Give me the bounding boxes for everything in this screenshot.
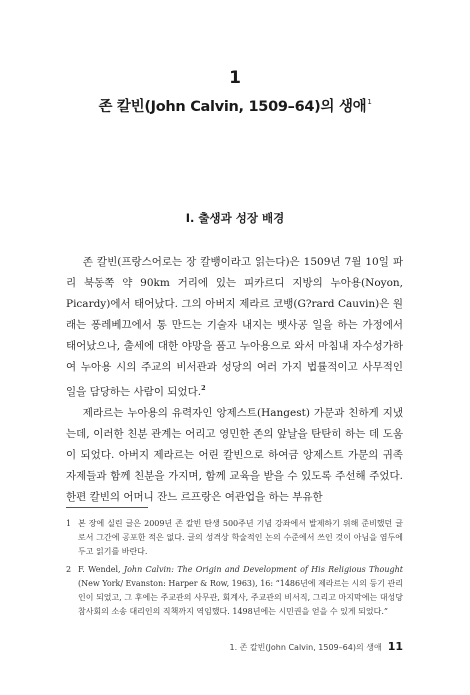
footnote <box>66 563 403 619</box>
paragraph-text: 존 칼빈(프랑스어로는 장 칼뱅이라고 읽는다)은 1509년 7월 10일 파리 북동쪽 약 90km 거리에 있는 피카르디 지방의 누아용(Noyon, Picardy)에서 태어났다. 그의 아버지 제라르 코뱅(G?rard Cauvin)은 원래는 퐁레베끄에서 통 만드는 기술자 내지는 뱃사공 일을 하는 가정에서 태어났으나, 출세에 대한 야망을 품고 누아용으로 와서 마침내 자수성가하여 누아용 시의 주교의 비서관과 성당의 여러 가지 법률적이고 사무적인 일을 담당하는 사람이 되었다. <box>66 256 403 398</box>
footnotes <box>66 517 403 623</box>
note-ref[interactable]: 2 <box>201 384 206 392</box>
chapter-number: 1 <box>229 68 241 88</box>
footnote-number: 2 <box>66 565 72 574</box>
footnote-author: F. Wendel, <box>78 565 124 574</box>
chapter-title-text: 존 칼빈(John Calvin, 1509–64)의 생애 <box>98 99 367 115</box>
footnote <box>66 517 403 559</box>
footnote-text <box>78 563 403 619</box>
chapter-title <box>0 95 470 116</box>
footnote-book-title: John Calvin: The Origin and Development of His Religious Thought <box>123 565 403 574</box>
body-text <box>66 252 403 508</box>
footnote-text: 본 장에 실린 글은 2009년 존 칼빈 탄생 500주년 기념 강좌에서 발제하기 위해 준비했던 글로서 그간에 공포한 적은 없다. 글의 성격상 학술적인 논의 수준에서 쓰인 것이 아님을 염두에 두고 읽기를 바란다. <box>78 519 403 556</box>
page-number: 11 <box>387 640 403 653</box>
paragraph <box>66 252 403 403</box>
footnote-divider <box>66 507 148 508</box>
chapter-title-note-ref[interactable]: 1 <box>367 98 372 106</box>
footnote-rest: (New York/ Evanston: Harper & Row, 1963), 16: “1486년에 제라르는 시의 등기 관리인이 되었고, 그 후에는 주교관의 사무관, 회계사, 주교관의 비서직, 그리고 마지막에는 대성당 참사회의 소송 대리인의 직책까지 역임했다. 1498년에는 시민권을 얻을 수 있게 되었다.” <box>78 579 403 616</box>
running-footer <box>230 640 404 653</box>
paragraph <box>66 403 403 508</box>
running-footer-label: 1. 존 칼빈(John Calvin, 1509–64)의 생애 <box>229 643 382 652</box>
section-heading: I. 출생과 성장 배경 <box>185 211 285 225</box>
footnote-number: 1 <box>66 519 72 528</box>
paragraph-text: 제라르는 누아용의 유력자인 앙제스트(Hangest) 가문과 친하게 지냈는데, 이러한 친분 관계는 어리고 영민한 존의 앞날을 탄탄히 하는 데 도움이 되었다. 아버지 제라르는 어린 칼빈으로 하여금 앙제스트 가문의 귀족 자제들과 함께 친분을 가지며, 함께 교육을 받을 수 있도록 주선해 주었다. 한편 칼빈의 어머니 잔느 르프랑은 여관업을 하는 부유한 <box>66 407 403 503</box>
